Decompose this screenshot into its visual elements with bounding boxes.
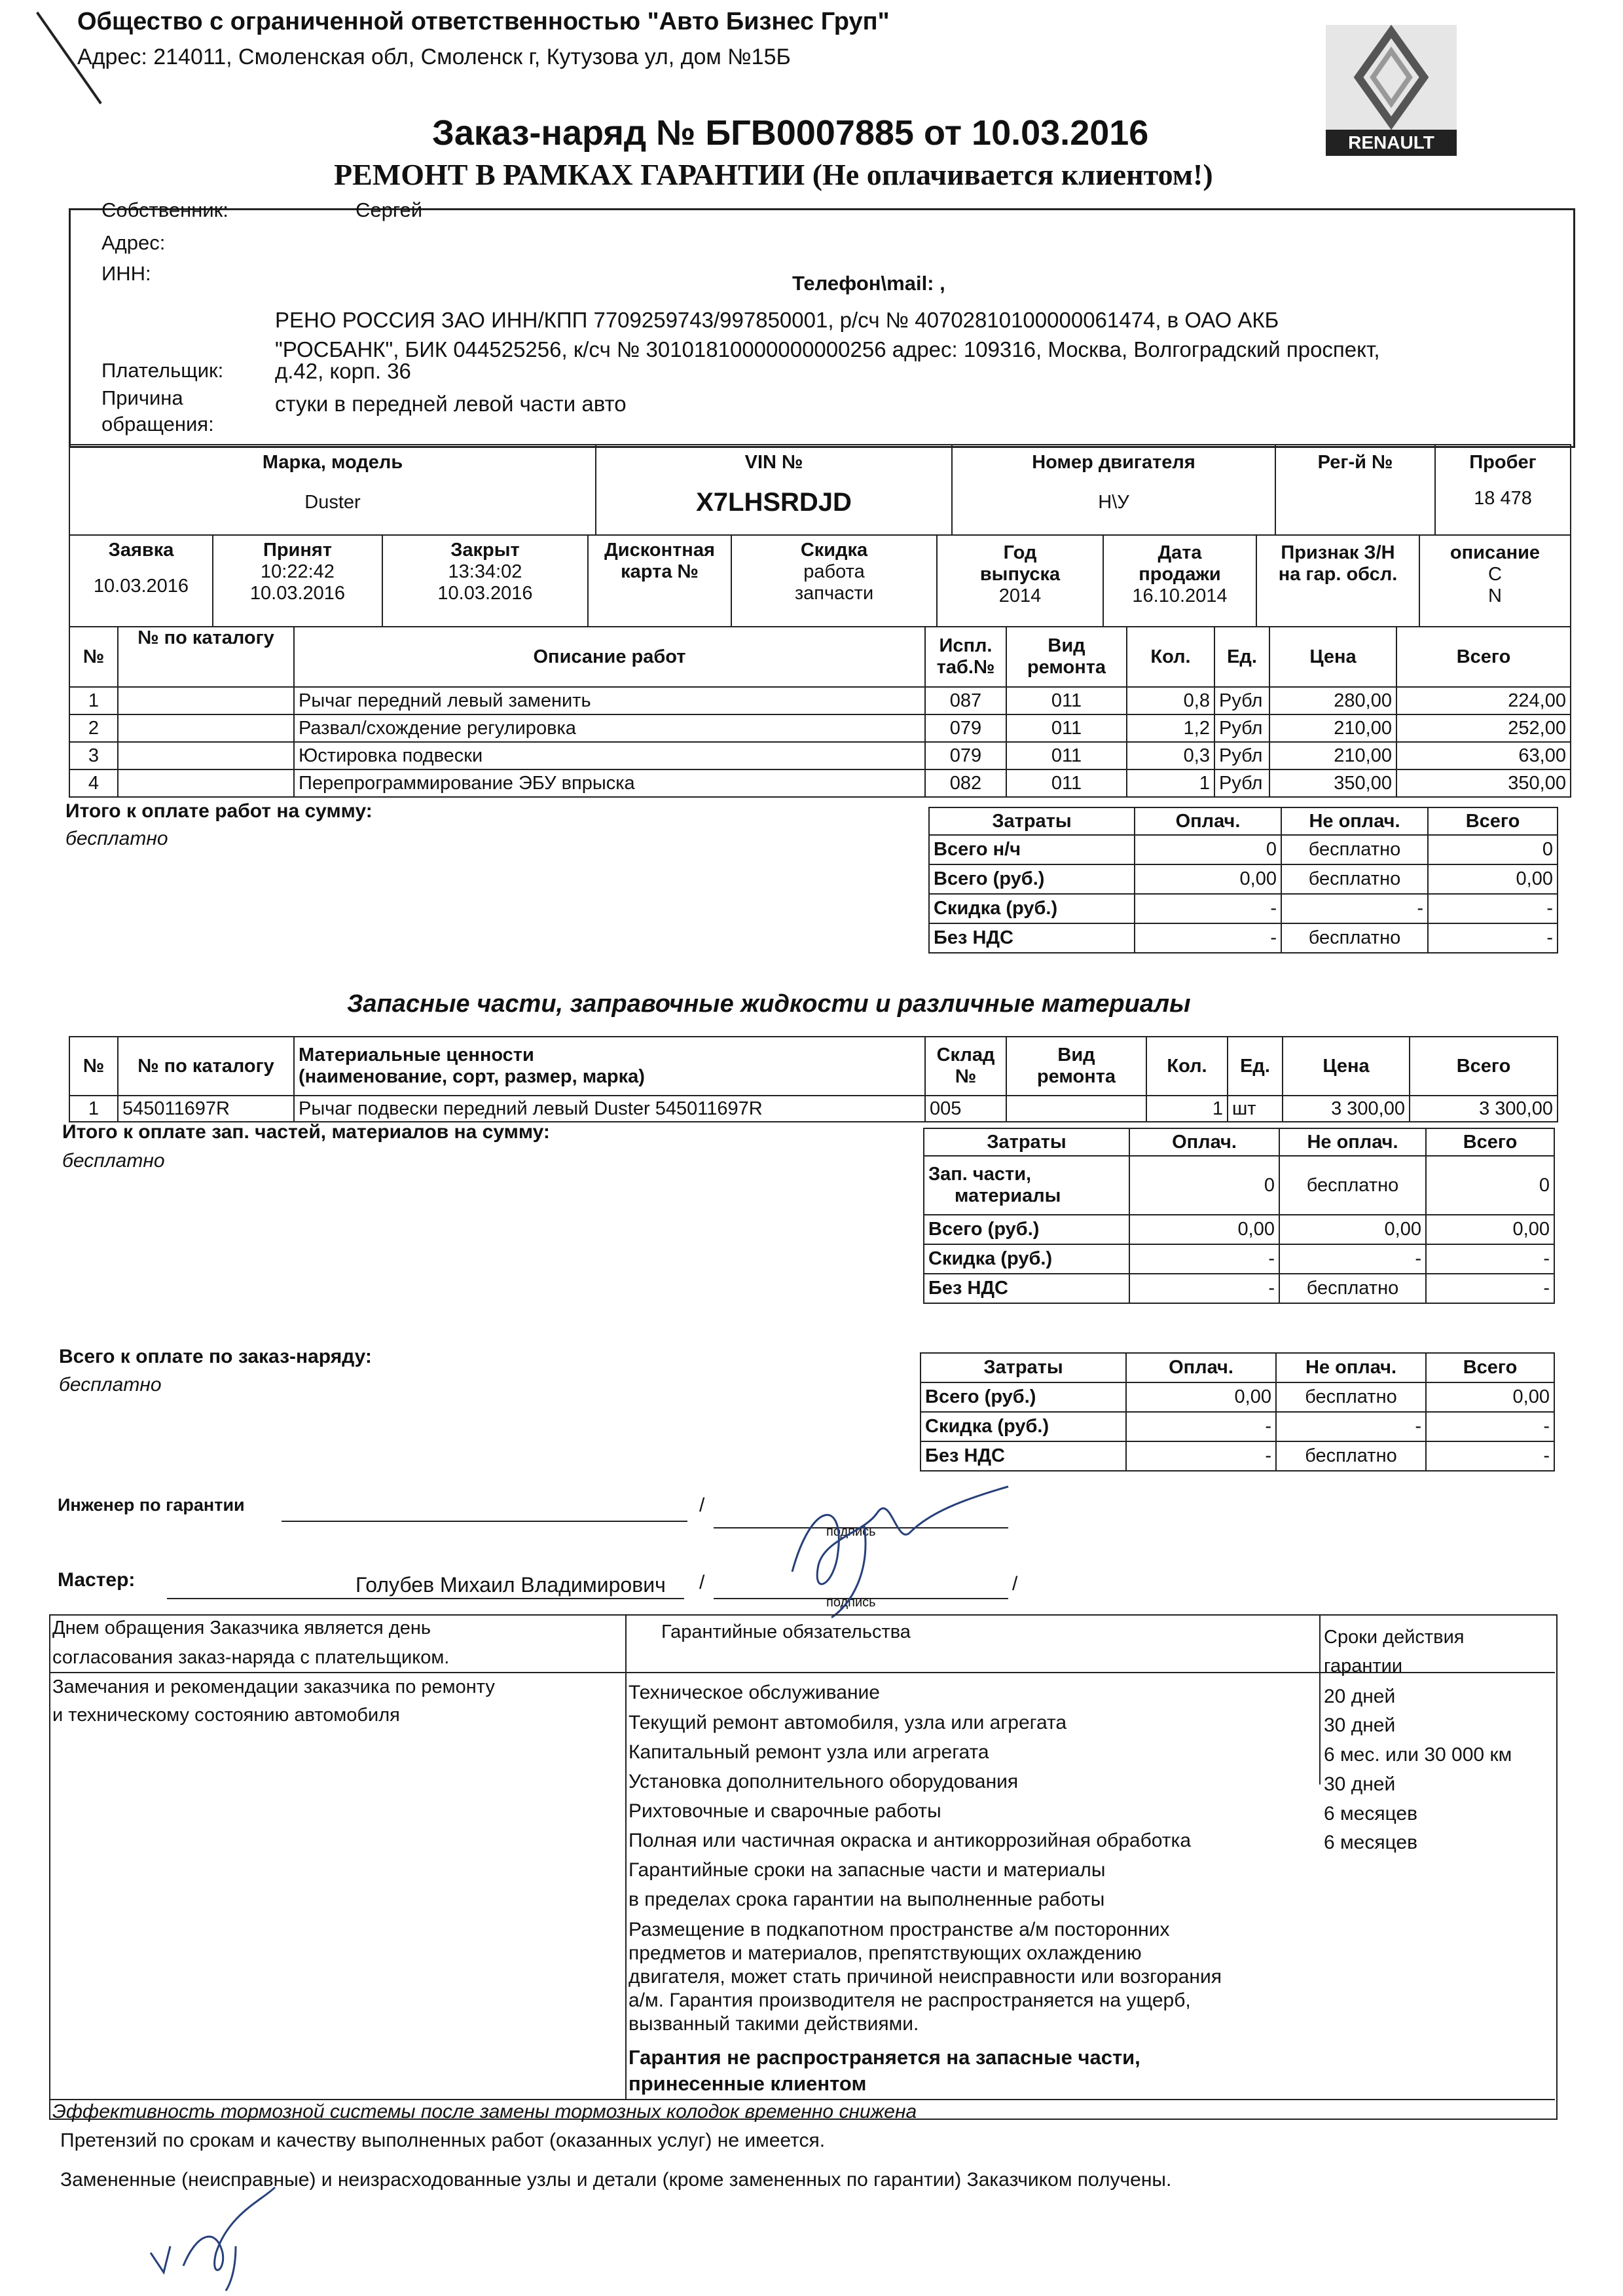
ps-unpaid: 0,00 (1279, 1215, 1426, 1244)
ps-h1: Оплач. (1129, 1128, 1279, 1156)
parts-num: 1 (69, 1096, 118, 1122)
works-qty: 0,8 (1127, 687, 1214, 714)
gs-label: Скидка (руб.) (921, 1412, 1126, 1441)
works-h-total: Всего (1396, 627, 1571, 687)
ws-total: - (1428, 894, 1558, 923)
warranty-left4: и техническому состоянию автомобиля (52, 1705, 400, 1726)
warranty-right-header2: гарантии (1324, 1656, 1403, 1676)
reason-label2: обращения: (101, 413, 214, 435)
works-h-price: Цена (1269, 627, 1396, 687)
works-num: 2 (69, 714, 118, 742)
parts-h-qty: Кол. (1146, 1037, 1228, 1096)
company-address: Адрес: 214011, Смоленская обл, Смоленск г, Кутузова ул, дом №15Б (77, 45, 791, 69)
renault-diamond-icon (1326, 25, 1457, 130)
works-h-catalog: № по каталогу (118, 627, 294, 687)
engine-cell (952, 445, 1275, 535)
warranty-item: в пределах срока гарантии на выполненные работы (629, 1889, 1105, 1910)
parts-total-value: бесплатно (62, 1150, 165, 1172)
parts-h-price: Цена (1283, 1037, 1410, 1096)
table-row (69, 687, 1571, 714)
parts-catalog: 545011697R (118, 1096, 294, 1122)
sign-label2: на гар. обсл. (1278, 564, 1398, 585)
warranty-para: Размещение в подкапотном пространстве а/м посторонних (629, 1919, 1170, 1940)
works-description: Рычаг передний левый заменить (294, 687, 925, 714)
works-catalog (118, 769, 294, 797)
works-summary-table (928, 807, 1558, 954)
table-row (69, 742, 1571, 769)
works-h-qty: Кол. (1127, 627, 1214, 687)
summary-row (929, 923, 1558, 953)
summary-row (921, 1412, 1554, 1441)
works-description: Развал/схождение регулировка (294, 714, 925, 742)
ws-unpaid: бесплатно (1281, 835, 1428, 864)
company-name: Общество с ограниченной ответственностью "Авто Бизнес Груп" (77, 8, 890, 35)
works-num: 4 (69, 769, 118, 797)
order-title: Заказ-наряд № БГВ0007885 от 10.03.2016 (432, 113, 1149, 153)
gs-paid: - (1126, 1441, 1276, 1471)
ws-unpaid: бесплатно (1281, 864, 1428, 894)
warranty-para: вызванный такими действиями. (629, 2013, 919, 2035)
ps-label: Скидка (руб.) (924, 1244, 1129, 1274)
year-cell (937, 535, 1103, 627)
works-type: 011 (1006, 714, 1127, 742)
renault-logo (1326, 25, 1457, 156)
engine-value: Н\У (1098, 492, 1129, 513)
works-price: 280,00 (1269, 687, 1396, 714)
mileage-label: Пробег (1469, 452, 1537, 473)
warranty-left1: Днем обращения Заказчика является день (52, 1618, 431, 1639)
discount-label: Скидка (800, 540, 868, 561)
summary-row (921, 1441, 1554, 1471)
ws-label: Скидка (руб.) (929, 894, 1135, 923)
request-label: Заявка (108, 540, 174, 561)
works-qty: 1 (1127, 769, 1214, 797)
sale-value: 16.10.2014 (1132, 585, 1228, 606)
ps-h2: Не оплач. (1279, 1128, 1426, 1156)
vin-value: X7LHSRDJD (696, 488, 852, 517)
gs-h0: Затраты (921, 1353, 1126, 1382)
warranty-term: 30 дней (1324, 1773, 1396, 1795)
ps-h0: Затраты (924, 1128, 1129, 1156)
warranty-mid-header: Гарантийные обязательства (661, 1621, 911, 1642)
works-catalog (118, 714, 294, 742)
ps-h3: Всего (1426, 1128, 1554, 1156)
warranty-bold: принесенные клиентом (629, 2072, 867, 2095)
ws-paid: - (1135, 894, 1281, 923)
inn-label: ИНН: (101, 262, 151, 285)
gs-h3: Всего (1426, 1353, 1554, 1382)
works-total: 224,00 (1396, 687, 1571, 714)
master-slash: / (699, 1572, 705, 1593)
card-cell (588, 535, 731, 627)
works-type: 011 (1006, 687, 1127, 714)
reg-cell (1275, 445, 1435, 535)
card-label1: Дисконтная (604, 540, 715, 561)
ws-paid: 0,00 (1135, 864, 1281, 894)
warranty-para: двигателя, может стать причиной неисправности или возгорания (629, 1966, 1222, 1988)
year-label1: Год (1003, 542, 1037, 563)
owner-value: Сергей (356, 198, 423, 221)
ws-h1: Оплач. (1135, 807, 1281, 835)
warranty-right-header1: Сроки действия (1324, 1627, 1465, 1648)
ps-unpaid: бесплатно (1279, 1274, 1426, 1303)
order-subtitle: РЕМОНТ В РАМКАХ ГАРАНТИИ (Не оплачивается клиентом!) (334, 158, 1213, 191)
closed-label: Закрыт (450, 540, 520, 561)
master-sign-caption2: подпись (826, 1595, 876, 1610)
payer-line3: д.42, корп. 36 (275, 359, 411, 383)
reason-value: стуки в передней левой части авто (275, 392, 627, 416)
handwritten-signature (773, 1473, 1054, 1624)
works-h-exec2: таб.№ (936, 657, 995, 678)
works-h-num: № (69, 627, 118, 687)
ws-label: Всего н/ч (929, 835, 1135, 864)
ws-label: Без НДС (929, 923, 1135, 953)
warranty-term: 6 месяцев (1324, 1832, 1418, 1853)
warranty-hline2 (49, 2099, 1555, 2100)
parts-h-stock1: Склад (936, 1045, 995, 1065)
phone-label: Телефон\mail: , (792, 272, 945, 295)
ps-total: 0 (1426, 1156, 1554, 1215)
engine-label: Номер двигателя (1032, 452, 1195, 473)
ps-label1: Зап. части, (928, 1164, 1032, 1185)
works-price: 350,00 (1269, 769, 1396, 797)
table-row (69, 1096, 1558, 1122)
request-cell (69, 535, 213, 627)
works-num: 1 (69, 687, 118, 714)
ws-paid: 0 (1135, 835, 1281, 864)
works-unit: Рубл (1214, 742, 1269, 769)
sale-cell (1103, 535, 1256, 627)
works-unit: Рубл (1214, 687, 1269, 714)
works-type: 011 (1006, 769, 1127, 797)
card-label2: карта № (621, 561, 699, 582)
table-row (69, 769, 1571, 797)
grand-total-value: бесплатно (59, 1374, 162, 1396)
parts-description: Рычаг подвески передний левый Duster 545011697R (294, 1096, 925, 1122)
works-price: 210,00 (1269, 742, 1396, 769)
make-cell (69, 445, 596, 535)
payer-label: Плательщик: (101, 359, 224, 382)
master-label: Мастер: (58, 1569, 136, 1591)
discount-parts: запчасти (794, 583, 874, 604)
mileage-value: 18 478 (1474, 488, 1532, 509)
warranty-item: Установка дополнительного оборудования (629, 1771, 1019, 1792)
master-name-line (167, 1598, 684, 1599)
gs-unpaid: - (1276, 1412, 1426, 1441)
ws-label: Всего (руб.) (929, 864, 1135, 894)
ps-label: Без НДС (924, 1274, 1129, 1303)
works-unit: Рубл (1214, 769, 1269, 797)
discount-work: работа (803, 561, 865, 582)
warranty-para: предметов и материалов, препятствующих охлаждению (629, 1942, 1142, 1964)
customer-signature (144, 2174, 340, 2292)
works-qty: 0,3 (1127, 742, 1214, 769)
warranty-item: Гарантийные сроки на запасные части и материалы (629, 1859, 1106, 1881)
parts-h-num: № (69, 1037, 118, 1096)
gs-label: Всего (руб.) (921, 1382, 1126, 1412)
works-price: 210,00 (1269, 714, 1396, 742)
engineer-sign-caption: подпись (826, 1525, 876, 1539)
parts-h-type2: ремонта (1036, 1066, 1116, 1087)
works-exec: 079 (925, 742, 1006, 769)
parts-price: 3 300,00 (1283, 1096, 1410, 1122)
summary-row (929, 864, 1558, 894)
sign-label1: Признак З/Н (1281, 542, 1395, 563)
ps-total: 0,00 (1426, 1215, 1554, 1244)
gs-paid: - (1126, 1412, 1276, 1441)
works-description: Перепрограммирование ЭБУ впрыска (294, 769, 925, 797)
works-exec: 079 (925, 714, 1006, 742)
warranty-bold: Гарантия не распространяется на запасные части, (629, 2046, 1140, 2069)
parts-stock: 005 (925, 1096, 1006, 1122)
summary-row (921, 1382, 1554, 1412)
closed-date: 10.03.2016 (437, 583, 533, 604)
warranty-item: Капитальный ремонт узла или агрегата (629, 1741, 989, 1763)
works-unit: Рубл (1214, 714, 1269, 742)
parts-section-title: Запасные части, заправочные жидкости и различные материалы (347, 990, 1191, 1018)
works-type: 011 (1006, 742, 1127, 769)
ws-paid: - (1135, 923, 1281, 953)
discount-cell (731, 535, 937, 627)
engineer-label: Инженер по гарантии (58, 1495, 245, 1515)
ws-total: - (1428, 923, 1558, 953)
year-label2: выпуска (979, 564, 1061, 585)
engineer-slash: / (699, 1494, 705, 1516)
ps-label: Всего (руб.) (924, 1215, 1129, 1244)
ws-total: 0 (1428, 835, 1558, 864)
payer-line2: "РОСБАНК", БИК 044525256, к/сч № 30101810000000000256 адрес: 109316, Москва, Волгоградский проспект, (275, 337, 1380, 361)
dates-table (69, 534, 1571, 627)
parts-h-stock2: № (955, 1066, 977, 1087)
works-h-type2: ремонта (1027, 657, 1106, 678)
make-value: Duster (304, 492, 361, 513)
parts-h-mat2: (наименование, сорт, размер, марка) (299, 1066, 645, 1087)
warranty-item: Полная или частичная окраска и антикоррозийная обработка (629, 1830, 1191, 1851)
warranty-left3: Замечания и рекомендации заказчика по ремонту (52, 1676, 495, 1697)
works-description: Юстировка подвески (294, 742, 925, 769)
sign-cell (1256, 535, 1419, 627)
gs-unpaid: бесплатно (1276, 1382, 1426, 1412)
gs-total: 0,00 (1426, 1382, 1554, 1412)
works-qty: 1,2 (1127, 714, 1214, 742)
gs-total: - (1426, 1412, 1554, 1441)
warranty-para: а/м. Гарантия производителя не распространяется на ущерб, (629, 1990, 1191, 2011)
works-catalog (118, 742, 294, 769)
year-value: 2014 (998, 585, 1042, 606)
brake-notice: Эффективность тормозной системы после замены тормозных колодок временно снижена (52, 2101, 917, 2122)
works-total-value: бесплатно (65, 828, 168, 849)
desc-label: описание (1450, 542, 1541, 563)
ws-h2: Не оплач. (1281, 807, 1428, 835)
parts-h-catalog: № по каталогу (118, 1037, 294, 1096)
works-catalog (118, 687, 294, 714)
parts-h-unit: Ед. (1228, 1037, 1283, 1096)
grand-summary-table (920, 1352, 1555, 1472)
parts-type (1006, 1096, 1146, 1122)
warranty-term: 30 дней (1324, 1714, 1396, 1736)
make-label: Марка, модель (262, 452, 403, 473)
gs-paid: 0,00 (1126, 1382, 1276, 1412)
ps-total: - (1426, 1244, 1554, 1274)
ws-h0: Затраты (929, 807, 1135, 835)
gs-h2: Не оплач. (1276, 1353, 1426, 1382)
reg-label: Рег-й № (1317, 452, 1393, 473)
parts-table (69, 1036, 1558, 1122)
address-label: Адрес: (101, 231, 166, 254)
warranty-vline1 (625, 1614, 627, 2099)
closed-cell (382, 535, 588, 627)
warranty-item: Текущий ремонт автомобиля, узла или агрегата (629, 1712, 1067, 1733)
summary-row (924, 1274, 1554, 1303)
ws-total: 0,00 (1428, 864, 1558, 894)
works-h-description: Описание работ (294, 627, 925, 687)
parts-qty: 1 (1146, 1096, 1228, 1122)
gs-total: - (1426, 1441, 1554, 1471)
table-row (69, 714, 1571, 742)
reason-label1: Причина (101, 386, 183, 409)
ps-paid: - (1129, 1274, 1279, 1303)
summary-row (924, 1244, 1554, 1274)
ps-unpaid: - (1279, 1244, 1426, 1274)
works-h-exec1: Испл. (939, 635, 993, 656)
works-table (69, 626, 1571, 798)
works-num: 3 (69, 742, 118, 769)
vin-cell (596, 445, 952, 535)
ws-h3: Всего (1428, 807, 1558, 835)
closed-time: 13:34:02 (448, 561, 522, 582)
summary-row (924, 1215, 1554, 1244)
parts-summary-table (923, 1128, 1555, 1304)
sale-label1: Дата (1158, 542, 1202, 563)
gs-h1: Оплач. (1126, 1353, 1276, 1382)
owner-label: Собственник: (101, 198, 228, 221)
works-exec: 087 (925, 687, 1006, 714)
works-total: 63,00 (1396, 742, 1571, 769)
ps-unpaid: бесплатно (1279, 1156, 1426, 1215)
gs-unpaid: бесплатно (1276, 1441, 1426, 1471)
accepted-time: 10:22:42 (261, 561, 335, 582)
works-exec: 082 (925, 769, 1006, 797)
works-total: 350,00 (1396, 769, 1571, 797)
parts-h-type1: Вид (1057, 1045, 1095, 1065)
gs-label: Без НДС (921, 1441, 1126, 1471)
vehicle-table (69, 444, 1571, 536)
accepted-cell (213, 535, 382, 627)
summary-row (929, 894, 1558, 923)
mileage-cell (1435, 445, 1571, 535)
footer-line2: Замененные (неисправные) и неизрасходованные узлы и детали (кроме замененных по гарантии) Заказчиком получены. (60, 2169, 1172, 2191)
ps-paid: 0,00 (1129, 1215, 1279, 1244)
ws-unpaid: бесплатно (1281, 923, 1428, 953)
summary-row (924, 1156, 1554, 1215)
warranty-term: 20 дней (1324, 1686, 1396, 1707)
engineer-name-line (282, 1521, 687, 1522)
works-h-unit: Ед. (1214, 627, 1269, 687)
ps-paid: - (1129, 1244, 1279, 1274)
warranty-item: Рихтовочные и сварочные работы (629, 1800, 941, 1822)
master-sign-caption: / (1012, 1573, 1018, 1595)
works-h-type1: Вид (1048, 635, 1085, 656)
parts-h-total: Всего (1410, 1037, 1558, 1096)
footer-line1: Претензий по срокам и качеству выполненных работ (оказанных услуг) не имеется. (60, 2130, 826, 2151)
ps-total: - (1426, 1274, 1554, 1303)
ps-label2: материалы (955, 1185, 1061, 1206)
desc-cell (1419, 535, 1571, 627)
warranty-vline2 (1319, 1614, 1321, 1785)
payer-line1: РЕНО РОССИЯ ЗАО ИНН/КПП 7709259743/997850001, р/сч № 40702810100000061474, в ОАО АКБ (275, 308, 1279, 332)
grand-total-label: Всего к оплате по заказ-наряду: (59, 1346, 372, 1367)
warranty-left2: согласования заказ-наряда с плательщиком. (52, 1647, 450, 1668)
ws-unpaid: - (1281, 894, 1428, 923)
works-total: 252,00 (1396, 714, 1571, 742)
desc-value1: С (1488, 564, 1502, 585)
parts-total: 3 300,00 (1410, 1096, 1558, 1122)
summary-row (929, 835, 1558, 864)
desc-value2: N (1488, 585, 1502, 606)
parts-unit: шт (1228, 1096, 1283, 1122)
warranty-item: Техническое обслуживание (629, 1682, 880, 1703)
warranty-term: 6 месяцев (1324, 1803, 1418, 1824)
request-value: 10.03.2016 (93, 576, 189, 597)
parts-h-mat1: Материальные ценности (299, 1045, 534, 1065)
accepted-date: 10.03.2016 (249, 583, 346, 604)
parts-total-label: Итого к оплате зап. частей, материалов на сумму: (62, 1121, 550, 1143)
accepted-label: Принят (263, 540, 333, 561)
renault-logo-text: RENAULT (1326, 130, 1457, 156)
warranty-term: 6 мес. или 30 000 км (1324, 1744, 1512, 1766)
works-total-label: Итого к оплате работ на сумму: (65, 800, 373, 822)
ps-paid: 0 (1129, 1156, 1279, 1215)
sale-label2: продажи (1139, 564, 1221, 585)
master-name: Голубев Михаил Владимирович (356, 1573, 666, 1597)
vin-label: VIN № (744, 452, 803, 473)
